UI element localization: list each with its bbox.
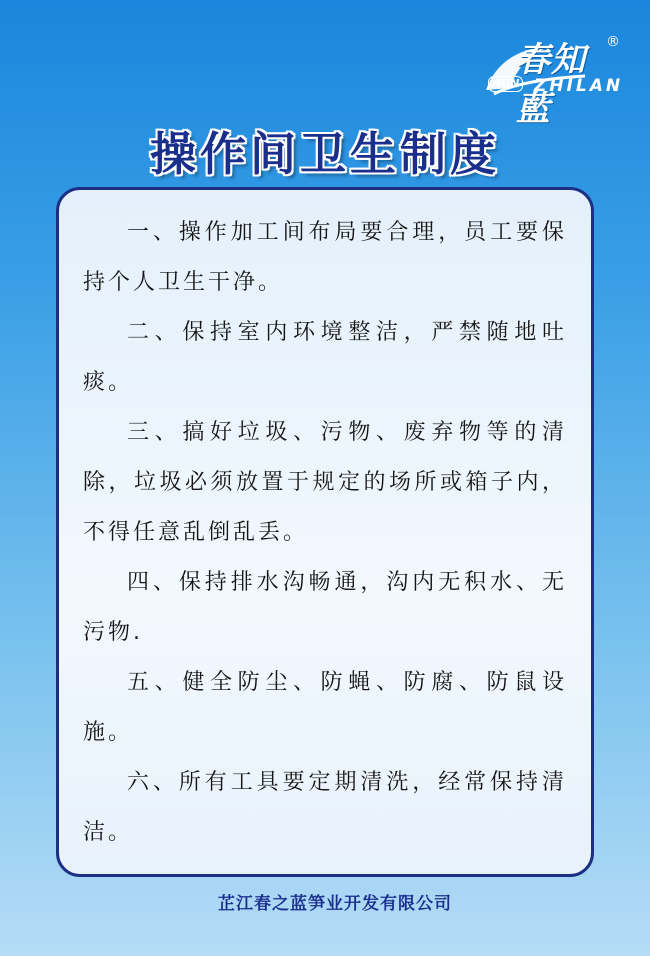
- rule-item-5: 五、健全防尘、防蝇、防腐、防鼠设施。: [83, 670, 567, 745]
- brand-latin-name: ZHILAN: [534, 76, 624, 96]
- rule-item-6: 六、所有工具要定期清洗，经常保持清洁。: [83, 770, 567, 845]
- rule-item-4: 四、保持排水沟畅通，沟内无积水、无污物.: [83, 570, 567, 645]
- company-name: 芷江春之蓝笋业开发有限公司: [218, 894, 452, 914]
- rule-item-2: 二、保持室内环境整洁，严禁随地吐痰。: [83, 320, 567, 395]
- rule-item-1: 一、操作加工间布局要合理，员工要保持个人卫生干净。: [83, 220, 567, 295]
- rules-panel: [56, 187, 594, 877]
- registered-mark: ®: [606, 34, 620, 50]
- rule-item-3: 三、搞好垃圾、污物、废弃物等的清除，垃圾必须放置于规定的场所或箱子内，不得任意乱倒乱丢。: [83, 420, 567, 545]
- brand-logo: [480, 22, 624, 129]
- brand-small-mark: HUN: [488, 76, 523, 92]
- page-title: 操作间卫生制度: [150, 127, 500, 181]
- brand-name: 春知藍: [516, 40, 586, 129]
